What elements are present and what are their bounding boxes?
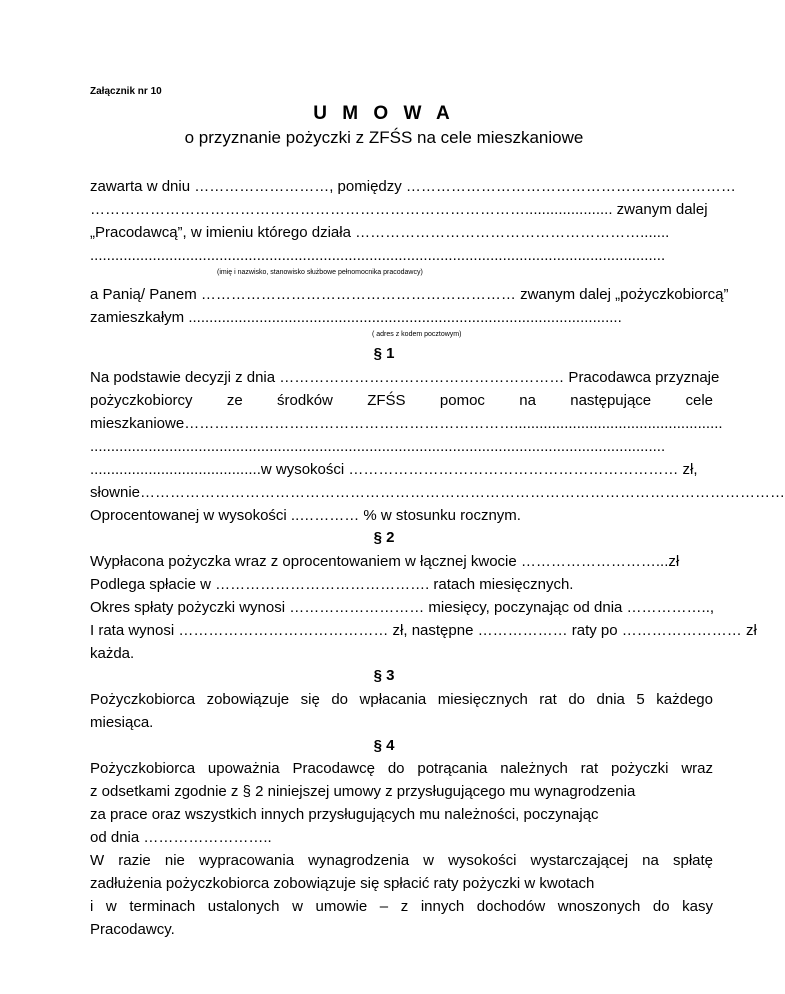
section-1-heading: § 1 (373, 345, 395, 362)
document-subtitle: o przyznanie pożyczki z ZFŚS na cele mieszkaniowe (184, 128, 584, 147)
contract-line: Oprocentowanej w wysokości ..………… % w stosunku rocznym. (90, 507, 521, 524)
address-note: ( adres z kodem pocztowym) (372, 331, 462, 338)
section-2-heading: § 2 (373, 529, 395, 546)
section-4-heading: § 4 (373, 737, 395, 754)
contract-line: .......................................................................................................................................... (90, 438, 666, 455)
contract-line: i w terminach ustalonych w umowie – z innych dochodów wnoszonych do kasy (90, 898, 713, 915)
section-3-heading: § 3 (373, 667, 395, 684)
contract-line: od dnia …………………….. (90, 829, 272, 846)
contract-line: a Panią/ Panem ……………………………………………………… zwanym dalej „pożyczkobiorcą” (90, 286, 729, 303)
contract-line: Wypłacona pożyczka wraz z oprocentowaniem w łącznej kwocie ………………………...zł (90, 553, 680, 570)
contract-line: słownie………………………………………………………………………………………………………………… (90, 484, 785, 501)
contract-line: ……………………………………………………………………………..................... zwanym dalej (90, 201, 708, 218)
contract-line: W razie nie wypracowania wynagrodzenia w wysokości wystarczającej na spłatę (90, 852, 713, 869)
contract-line: .......................................................................................................................................... (90, 247, 666, 264)
contract-line: zadłużenia pożyczkobiorca zobowiązuje się spłacić raty pożyczki w kwotach (90, 875, 595, 892)
contract-line: za prace oraz wszystkich innych przysługujących mu należności, poczynając (90, 806, 599, 823)
contract-line: każda. (90, 645, 135, 662)
contract-line: zawarta w dniu ………………………, pomiędzy ………………………………………………………… (90, 178, 736, 195)
contract-line: .........................................w wysokości ………………………………………………………… zł, (90, 461, 698, 478)
contract-line: miesiąca. (90, 714, 154, 731)
annex-label: Załącznik nr 10 (90, 86, 162, 97)
contract-line: Okres spłaty pożyczki wynosi ……………………… miesięcy, poczynając od dnia …………….., (90, 599, 715, 616)
contract-line: zamieszkałym ........................................................................................................ (90, 309, 622, 326)
employer-representative-note: (imię i nazwisko, stanowisko służbowe pełnomocnika pracodawcy) (217, 269, 423, 276)
document-title: U M O W A (313, 103, 455, 124)
contract-line: I rata wynosi …………………………………… zł, następne ……………… raty po …………………… zł (90, 622, 757, 639)
contract-line: Podlega spłacie w ……………………………………. ratach miesięcznych. (90, 576, 574, 593)
contract-line: Na podstawie decyzji z dnia ………………………………………………… Pracodawca przyznaje (90, 369, 720, 386)
contract-line: z odsetkami zgodnie z § 2 niniejszej umowy z przysługującego mu wynagrodzenia (90, 783, 636, 800)
contract-line: pożyczkobiorcy ze środków ZFŚS pomoc na następujące cele (90, 392, 713, 409)
contract-line: „Pracodawcą”, w imieniu którego działa …………………………………………………....... (90, 224, 670, 241)
contract-line: Pożyczkobiorca zobowiązuje się do wpłacania miesięcznych rat do dnia 5 każdego (90, 691, 713, 708)
contract-line: Pożyczkobiorca upoważnia Pracodawcę do potrącania należnych rat pożyczki wraz (90, 760, 713, 777)
contract-line: mieszkaniowe………………………………………………………….................................................. (90, 415, 723, 432)
contract-line: Pracodawcy. (90, 921, 175, 938)
